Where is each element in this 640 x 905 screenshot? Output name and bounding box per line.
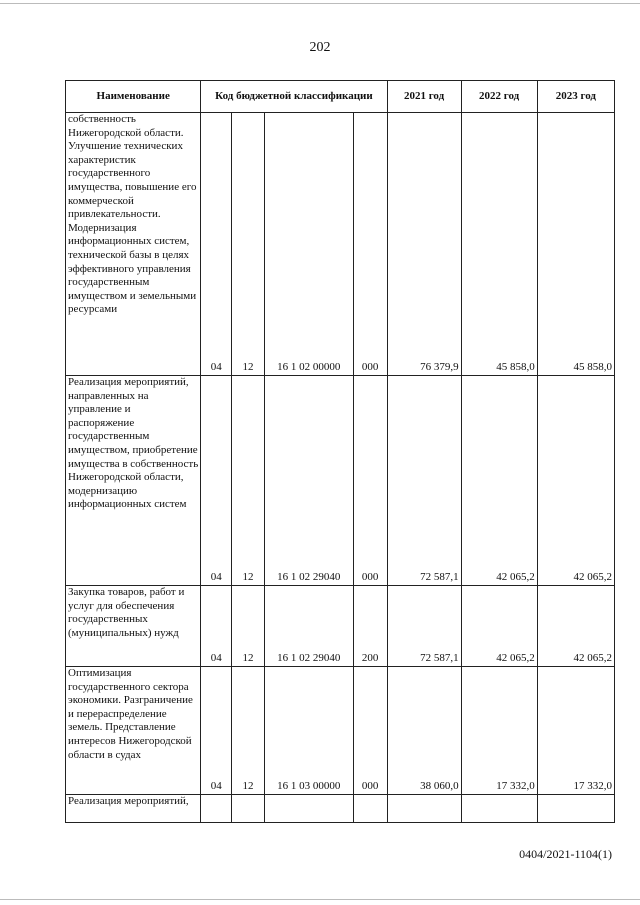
- amount-2021: 72 587,1: [387, 376, 461, 586]
- header-code: Код бюджетной классификации: [201, 81, 387, 113]
- header-2022: 2022 год: [461, 81, 537, 113]
- table-row: [66, 376, 615, 586]
- top-edge-line: [0, 3, 640, 4]
- document-code: 0404/2021-1104(1): [519, 847, 612, 861]
- code-expense-type: 000: [353, 667, 387, 795]
- amount-2021: 76 379,9: [387, 113, 461, 376]
- amount-2021: 38 060,0: [387, 667, 461, 795]
- amount-2022: 45 858,0: [461, 113, 537, 376]
- row-name: Реализация мероприятий, направленных на управление и распоряжение государственным имуществом, приобретение имущества в собственность Нижегородской области, модернизацию информационных систем: [66, 376, 201, 586]
- amount-2023: 42 065,2: [537, 376, 614, 586]
- code-target: 16 1 02 29040: [264, 376, 353, 586]
- page-number: 202: [309, 40, 331, 55]
- table-header-row: [66, 81, 615, 113]
- amount-2023: 42 065,2: [537, 586, 614, 667]
- budget-table: [65, 80, 615, 823]
- table-row: [66, 667, 615, 795]
- bottom-edge-line: [0, 899, 640, 900]
- amount-2022: 42 065,2: [461, 586, 537, 667]
- amount-2023: 17 332,0: [537, 667, 614, 795]
- row-name: Оптимизация государственного сектора экономики. Разграничение и перераспределение земель. Представление интересов Нижегородской области в судах: [66, 667, 201, 795]
- code-subsection: 12: [232, 667, 265, 795]
- amount-2021: 72 587,1: [387, 586, 461, 667]
- table-row: [66, 113, 615, 376]
- code-section: [201, 795, 232, 823]
- row-name: Реализация мероприятий,: [66, 795, 201, 823]
- code-target: 16 1 03 00000: [264, 667, 353, 795]
- code-target: 16 1 02 00000: [264, 113, 353, 376]
- header-2021: 2021 год: [387, 81, 461, 113]
- amount-2021: [387, 795, 461, 823]
- code-section: 04: [201, 113, 232, 376]
- amount-2022: 17 332,0: [461, 667, 537, 795]
- code-subsection: [232, 795, 265, 823]
- amount-2022: 42 065,2: [461, 376, 537, 586]
- code-expense-type: 200: [353, 586, 387, 667]
- row-name: Закупка товаров, работ и услуг для обеспечения государственных (муниципальных) нужд: [66, 586, 201, 667]
- code-target: 16 1 02 29040: [264, 586, 353, 667]
- code-section: 04: [201, 586, 232, 667]
- code-target: [264, 795, 353, 823]
- code-subsection: 12: [232, 113, 265, 376]
- row-name: собственность Нижегородской области. Улучшение технических характеристик государственного имущества, повышение его коммерческой привлекательности. Модернизация информационных систем, технической базы в целях эффективного управления государственным имуществом и земельными ресурсами: [66, 113, 201, 376]
- table-row: [66, 586, 615, 667]
- code-section: 04: [201, 376, 232, 586]
- table-row: [66, 795, 615, 823]
- code-expense-type: [353, 795, 387, 823]
- header-name: Наименование: [66, 81, 201, 113]
- code-subsection: 12: [232, 586, 265, 667]
- code-subsection: 12: [232, 376, 265, 586]
- code-section: 04: [201, 667, 232, 795]
- amount-2023: [537, 795, 614, 823]
- header-2023: 2023 год: [537, 81, 614, 113]
- code-expense-type: 000: [353, 113, 387, 376]
- amount-2023: 45 858,0: [537, 113, 614, 376]
- amount-2022: [461, 795, 537, 823]
- code-expense-type: 000: [353, 376, 387, 586]
